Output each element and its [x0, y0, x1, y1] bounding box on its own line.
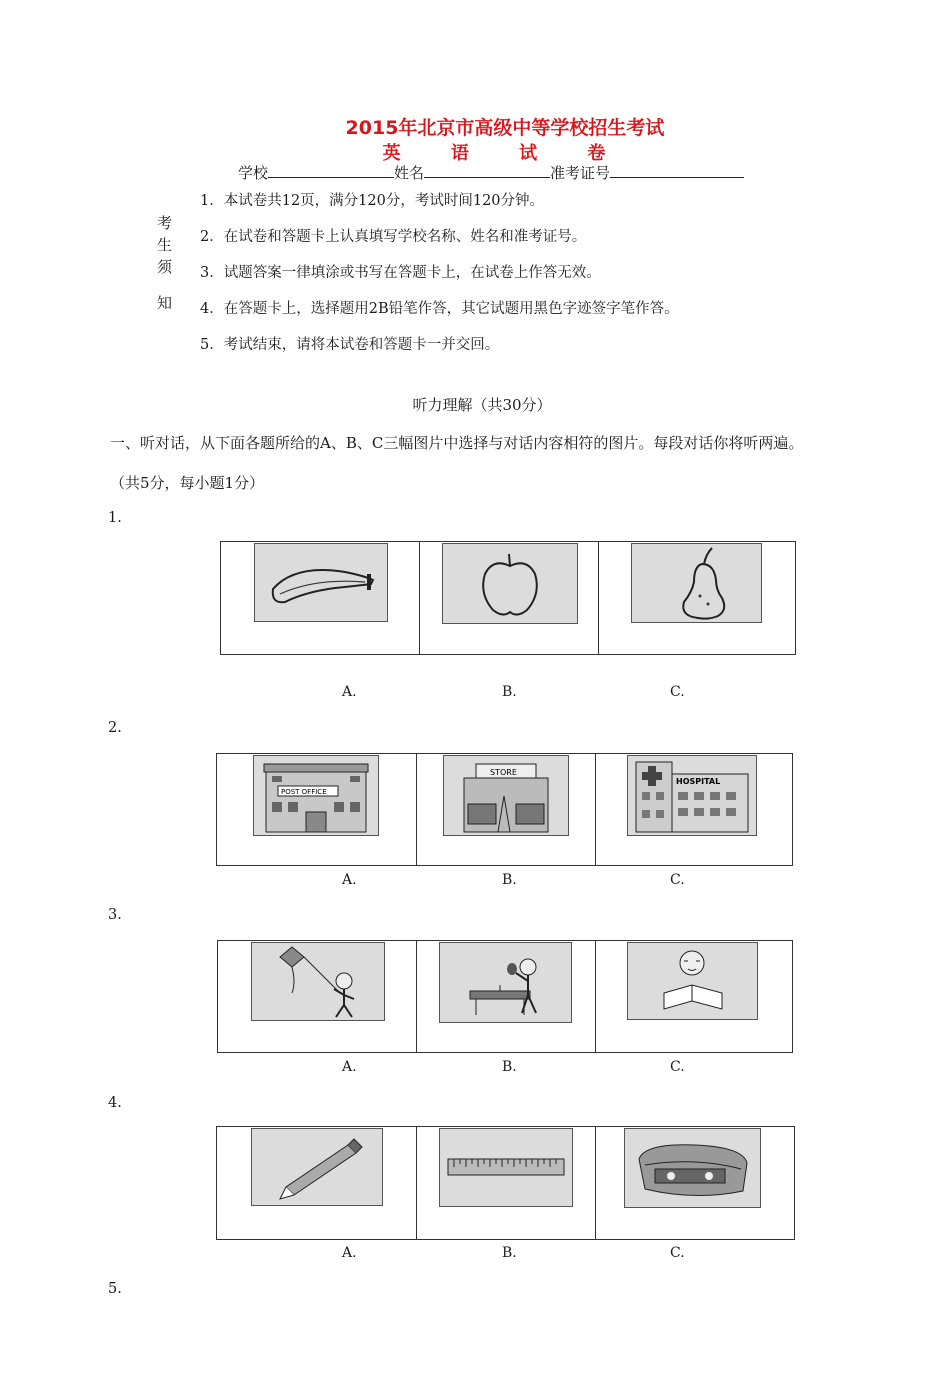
option-letter-b: B. [502, 1059, 517, 1075]
section-title: 听力理解（共30分） [412, 396, 552, 414]
option-b-cell[interactable] [417, 754, 596, 866]
banana-picture [254, 543, 388, 622]
exam-title: 2015年北京市高级中等学校招生考试 [345, 117, 665, 139]
question-number: 2. [108, 720, 122, 736]
exam-number-field[interactable] [610, 163, 744, 178]
store-sign: STORE [490, 768, 517, 777]
option-c-cell[interactable] [596, 941, 793, 1053]
name-label: 姓名 [394, 164, 425, 182]
pencil-case-picture [624, 1128, 761, 1208]
option-letter-b: B. [502, 872, 517, 888]
notice-rule: 5．考试结束，请将本试卷和答题卡一并交回。 [200, 337, 500, 353]
option-letter-c: C. [670, 872, 685, 888]
name-field[interactable] [424, 163, 550, 178]
option-b-cell[interactable] [417, 941, 596, 1053]
ruler-picture [439, 1128, 573, 1207]
option-c-cell[interactable] [596, 754, 793, 866]
question-2-options [216, 753, 793, 866]
notice-char: 知 [157, 294, 173, 312]
option-letter-a: A. [342, 684, 357, 700]
store-picture [443, 755, 569, 836]
section-instruction: 一、听对话，从下面各题所给的A、B、C三幅图片中选择与对话内容相符的图片。每段对话你将听两遍。 [110, 434, 804, 452]
school-field[interactable] [268, 163, 394, 178]
option-a-cell[interactable] [218, 941, 417, 1053]
post-office-picture [253, 755, 379, 836]
notice-char: 考 [157, 214, 173, 232]
option-b-cell[interactable] [417, 1127, 596, 1240]
option-letter-c: C. [670, 684, 685, 700]
question-number: 3. [108, 907, 122, 923]
pencil-picture [251, 1128, 383, 1206]
option-a-cell[interactable] [217, 1127, 417, 1240]
option-letter-c: C. [670, 1245, 685, 1261]
option-letter-b: B. [502, 1245, 517, 1261]
option-letter-c: C. [670, 1059, 685, 1075]
section-points: （共5分，每小题1分） [110, 474, 265, 492]
option-letter-a: A. [342, 872, 357, 888]
question-number: 4. [108, 1095, 122, 1111]
info-line [238, 162, 744, 183]
notice-rule: 3．试题答案一律填涂或书写在答题卡上，在试卷上作答无效。 [200, 265, 601, 281]
option-letter-b: B. [502, 684, 517, 700]
notice-rule: 4．在答题卡上，选择题用2B铅笔作答，其它试题用黑色字迹签字笔作答。 [200, 301, 679, 317]
option-b-cell[interactable] [420, 542, 599, 655]
post-office-sign: POST OFFICE [281, 788, 327, 796]
question-4-options [216, 1126, 795, 1240]
notice-char: 须 [157, 258, 173, 276]
notice-rule: 2．在试卷和答题卡上认真填写学校名称、姓名和准考证号。 [200, 229, 587, 245]
exam-number-label: 准考证号 [550, 164, 611, 182]
question-1-options [220, 541, 796, 655]
school-label: 学校 [238, 164, 269, 182]
reading-book-picture [627, 942, 758, 1020]
option-letter-a: A. [342, 1245, 357, 1261]
question-3-options [217, 940, 793, 1053]
option-letter-a: A. [342, 1059, 357, 1075]
question-number: 1. [108, 510, 122, 526]
apple-picture [442, 543, 578, 624]
option-a-cell[interactable] [217, 754, 417, 866]
notice-char: 生 [157, 236, 173, 254]
option-a-cell[interactable] [221, 542, 420, 655]
table-tennis-picture [439, 942, 572, 1023]
question-number: 5. [108, 1281, 122, 1297]
notice-side-label [157, 212, 177, 314]
option-c-cell[interactable] [596, 1127, 795, 1240]
notice-rule: 1．本试卷共12页，满分120分，考试时间120分钟。 [200, 193, 545, 209]
pear-picture [631, 543, 762, 623]
exam-subtitle: 英 语 试 卷 [382, 143, 628, 164]
flying-kite-picture [251, 942, 385, 1021]
option-c-cell[interactable] [599, 542, 796, 655]
hospital-sign: HOSPITAL [676, 777, 721, 786]
hospital-picture [627, 755, 757, 836]
